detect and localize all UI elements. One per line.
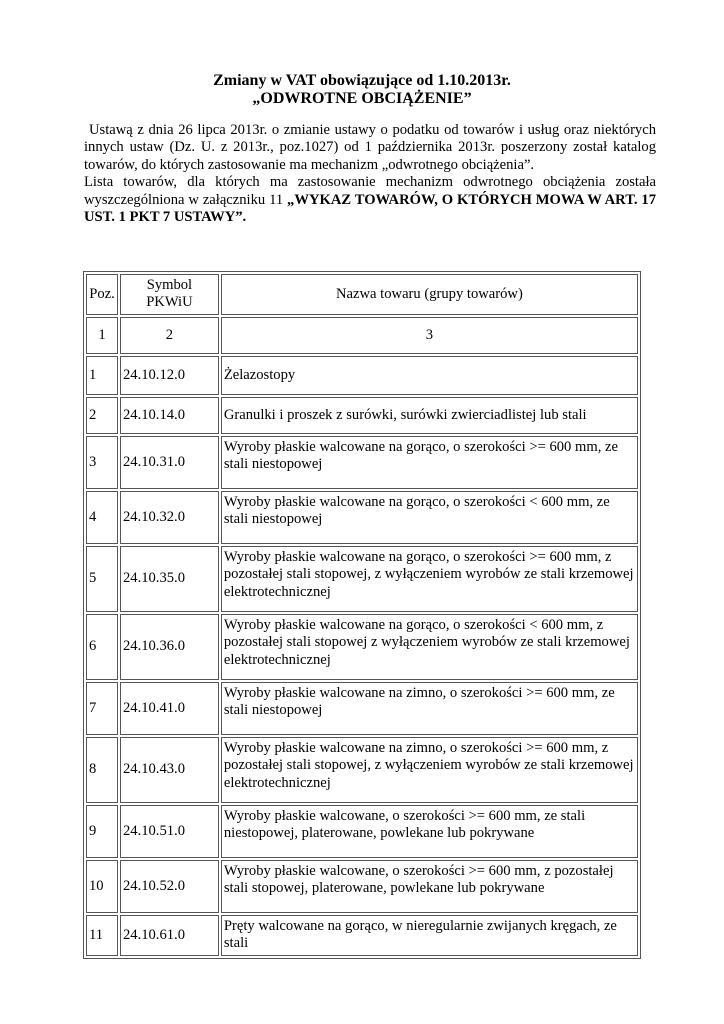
- cell-name: Żelazostopy: [221, 356, 638, 395]
- cell-name: Wyroby płaskie walcowane na gorąco, o szerokości < 600 mm, z pozostałej stali stopowej z wyłączeniem wyrobów ze stali krzemowej elektrotechnicznej: [221, 614, 638, 680]
- cell-name: Wyroby płaskie walcowane na zimno, o szerokości >= 600 mm, ze stali niestopowej: [221, 682, 638, 735]
- cell-symbol: 24.10.43.0: [120, 737, 219, 803]
- cell-poz: 8: [86, 737, 118, 803]
- intro-paragraph-2-text: Lista towarów, dla których ma zastosowanie mechanizm odwrotnego obciążenia została wyszczególniona w załączniku 11: [84, 174, 656, 208]
- cell-poz: 10: [86, 860, 118, 913]
- header-name: Nazwa towaru (grupy towarów): [221, 274, 638, 315]
- cell-name: Granulki i proszek z surówki, surówki zwierciadlistej lub stali: [221, 397, 638, 434]
- cell-symbol: 24.10.61.0: [120, 915, 219, 956]
- cell-symbol: 24.10.31.0: [120, 436, 219, 489]
- intro-text: [84, 122, 656, 226]
- intro-paragraph-2-bold: „WYKAZ TOWARÓW, O KTÓRYCH MOWA W ART. 17 UST. 1 PKT 7 USTAWY”.: [84, 191, 656, 226]
- column-number-2: 2: [120, 317, 219, 354]
- cell-poz: 7: [86, 682, 118, 735]
- cell-symbol: 24.10.52.0: [120, 860, 219, 913]
- table-row: [86, 436, 638, 489]
- cell-poz: 2: [86, 397, 118, 434]
- table-row: [86, 614, 638, 680]
- table-row: [86, 356, 638, 395]
- document-title: Zmiany w VAT obowiązujące od 1.10.2013r.: [213, 72, 511, 89]
- cell-poz: 3: [86, 436, 118, 489]
- cell-name: Pręty walcowane na gorąco, w nieregularnie zwijanych kręgach, ze stali: [221, 915, 638, 956]
- intro-paragraph-1: Ustawą z dnia 26 lipca 2013r. o zmianie ustawy o podatku od towarów i usług oraz niektórych innych ustaw (Dz. U. z 2013r., poz.1027) od 1 października 2013r. poszerzony został katalog towarów, do których zastosowanie ma mechanizm „odwrotnego obciążenia”.: [84, 122, 656, 173]
- cell-name: Wyroby płaskie walcowane na gorąco, o szerokości >= 600 mm, ze stali niestopowej: [221, 436, 638, 489]
- cell-poz: 6: [86, 614, 118, 680]
- cell-name: Wyroby płaskie walcowane na gorąco, o szerokości < 600 mm, ze stali niestopowej: [221, 491, 638, 544]
- table-row: [86, 397, 638, 434]
- cell-symbol: 24.10.36.0: [120, 614, 219, 680]
- cell-symbol: 24.10.12.0: [120, 356, 219, 395]
- table-row: [86, 915, 638, 956]
- cell-poz: 11: [86, 915, 118, 956]
- table-row: [86, 491, 638, 544]
- cell-name: Wyroby płaskie walcowane, o szerokości >= 600 mm, z pozostałej stali stopowej, platerowane, powlekane lub pokrywane: [221, 860, 638, 913]
- cell-symbol: 24.10.41.0: [120, 682, 219, 735]
- goods-table: [83, 271, 641, 959]
- cell-name: Wyroby płaskie walcowane, o szerokości >= 600 mm, ze stali niestopowej, platerowane, powlekane lub pokrywane: [221, 805, 638, 858]
- cell-poz: 5: [86, 546, 118, 612]
- column-number-3: 3: [221, 317, 638, 354]
- document-subtitle: „ODWROTNE OBCIĄŻENIE”: [252, 90, 472, 107]
- table-header-row: [86, 274, 638, 315]
- cell-symbol: 24.10.51.0: [120, 805, 219, 858]
- intro-paragraph-2: [84, 174, 656, 226]
- table-row: [86, 860, 638, 913]
- column-number-row: [86, 317, 638, 354]
- header-symbol: Symbol PKWiU: [120, 274, 219, 315]
- table-row: [86, 805, 638, 858]
- cell-poz: 4: [86, 491, 118, 544]
- cell-name: Wyroby płaskie walcowane na gorąco, o szerokości >= 600 mm, z pozostałej stali stopowej, z wyłączeniem wyrobów ze stali krzemowej elektrotechnicznej: [221, 546, 638, 612]
- header-poz: Poz.: [86, 274, 118, 315]
- table-row: [86, 737, 638, 803]
- cell-poz: 1: [86, 356, 118, 395]
- table-row: [86, 546, 638, 612]
- cell-symbol: 24.10.32.0: [120, 491, 219, 544]
- column-number-1: 1: [86, 317, 118, 354]
- table-row: [86, 682, 638, 735]
- cell-name: Wyroby płaskie walcowane na zimno, o szerokości >= 600 mm, z pozostałej stali stopowej, z wyłączeniem wyrobów ze stali krzemowej elektrotechnicznej: [221, 737, 638, 803]
- cell-symbol: 24.10.14.0: [120, 397, 219, 434]
- cell-poz: 9: [86, 805, 118, 858]
- cell-symbol: 24.10.35.0: [120, 546, 219, 612]
